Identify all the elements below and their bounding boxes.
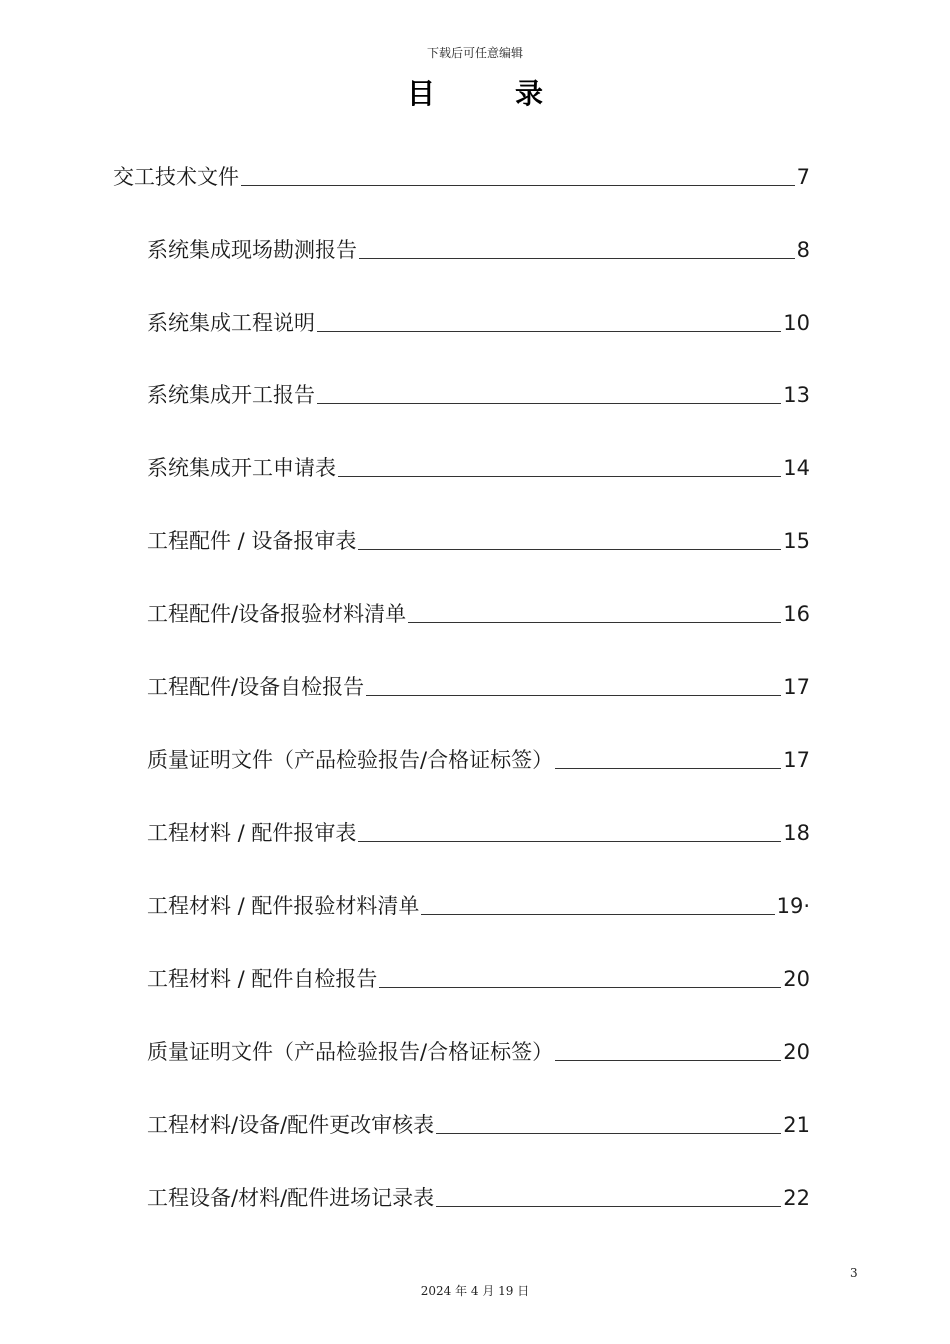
toc-entry-label: 系统集成现场勘测报告 <box>147 238 357 262</box>
toc-entry[interactable] <box>147 516 810 556</box>
toc-entry-label: 系统集成开工申请表 <box>147 456 336 480</box>
toc-entry[interactable] <box>147 370 810 410</box>
toc-leader-line <box>358 549 781 550</box>
toc-entry-label: 工程配件/设备自检报告 <box>147 675 365 699</box>
toc-leader-line <box>241 185 795 186</box>
toc-entry[interactable] <box>147 443 810 483</box>
footer-date: 2024 年 4 月 19 日 <box>420 1284 530 1298</box>
toc-entry-page: 20 <box>783 1040 810 1064</box>
toc-entry-label: 工程材料 / 配件自检报告 <box>147 967 378 991</box>
toc-entry-page: 21 <box>783 1113 810 1137</box>
toc-leader-line <box>317 331 781 332</box>
toc-leader-line <box>436 1206 781 1207</box>
toc-entry-page: 13 <box>783 383 810 407</box>
toc-leader-line <box>379 987 781 988</box>
toc-leader-line <box>555 768 781 769</box>
toc-entry-label: 工程设备/材料/配件进场记录表 <box>147 1186 435 1210</box>
toc-entry-page: 17 <box>783 675 810 699</box>
page-number: 3 <box>850 1266 858 1280</box>
toc-entry-page: 22 <box>783 1186 810 1210</box>
toc-entry[interactable] <box>147 808 810 848</box>
toc-leader-line <box>358 841 781 842</box>
toc-leader-line <box>555 1060 781 1061</box>
toc-entry[interactable] <box>147 589 810 629</box>
toc-leader-line <box>366 695 781 696</box>
toc-entry-page: 7 <box>796 165 810 189</box>
toc-entry[interactable] <box>147 298 810 338</box>
toc-entry-page: 14 <box>783 456 810 480</box>
toc-entry[interactable] <box>147 1173 810 1213</box>
toc-entry[interactable] <box>147 662 810 702</box>
toc-leader-line <box>408 622 781 623</box>
toc-entry[interactable] <box>147 1027 810 1067</box>
toc-entry-label: 工程配件 / 设备报审表 <box>147 529 357 553</box>
toc-entry-page: 19· <box>776 894 810 918</box>
toc-entry-label: 工程材料 / 配件报验材料清单 <box>147 894 420 918</box>
toc-leader-line <box>359 258 795 259</box>
page-title: 目录 <box>406 77 623 110</box>
toc-entry[interactable] <box>147 954 810 994</box>
toc-entry-page: 8 <box>796 238 810 262</box>
toc-entry[interactable] <box>147 881 810 921</box>
toc-entry-label: 交工技术文件 <box>113 165 239 189</box>
toc-entry-page: 18 <box>783 821 810 845</box>
toc-leader-line <box>317 403 781 404</box>
header-note: 下载后可任意编辑 <box>426 46 523 60</box>
toc-entry[interactable] <box>147 225 810 265</box>
toc-leader-line <box>338 476 781 477</box>
toc-entry[interactable] <box>147 1100 810 1140</box>
toc-entry-page: 10 <box>783 311 810 335</box>
toc-leader-line <box>421 914 774 915</box>
toc-entry-page: 20 <box>783 967 810 991</box>
toc-entry-page: 17 <box>783 748 810 772</box>
toc-entry-page: 16 <box>783 602 810 626</box>
toc-entry-label: 工程配件/设备报验材料清单 <box>147 602 407 626</box>
toc-entry-label: 质量证明文件（产品检验报告/合格证标签） <box>147 748 554 772</box>
toc-entry-label: 系统集成工程说明 <box>147 311 315 335</box>
toc-entry-page: 15 <box>783 529 810 553</box>
toc-entry[interactable] <box>113 152 810 192</box>
toc-entry-label: 工程材料/设备/配件更改审核表 <box>147 1113 435 1137</box>
toc-entry[interactable] <box>147 735 810 775</box>
toc-entry-label: 系统集成开工报告 <box>147 383 315 407</box>
toc-leader-line <box>436 1133 781 1134</box>
toc-entry-label: 质量证明文件（产品检验报告/合格证标签） <box>147 1040 554 1064</box>
toc-entry-label: 工程材料 / 配件报审表 <box>147 821 357 845</box>
